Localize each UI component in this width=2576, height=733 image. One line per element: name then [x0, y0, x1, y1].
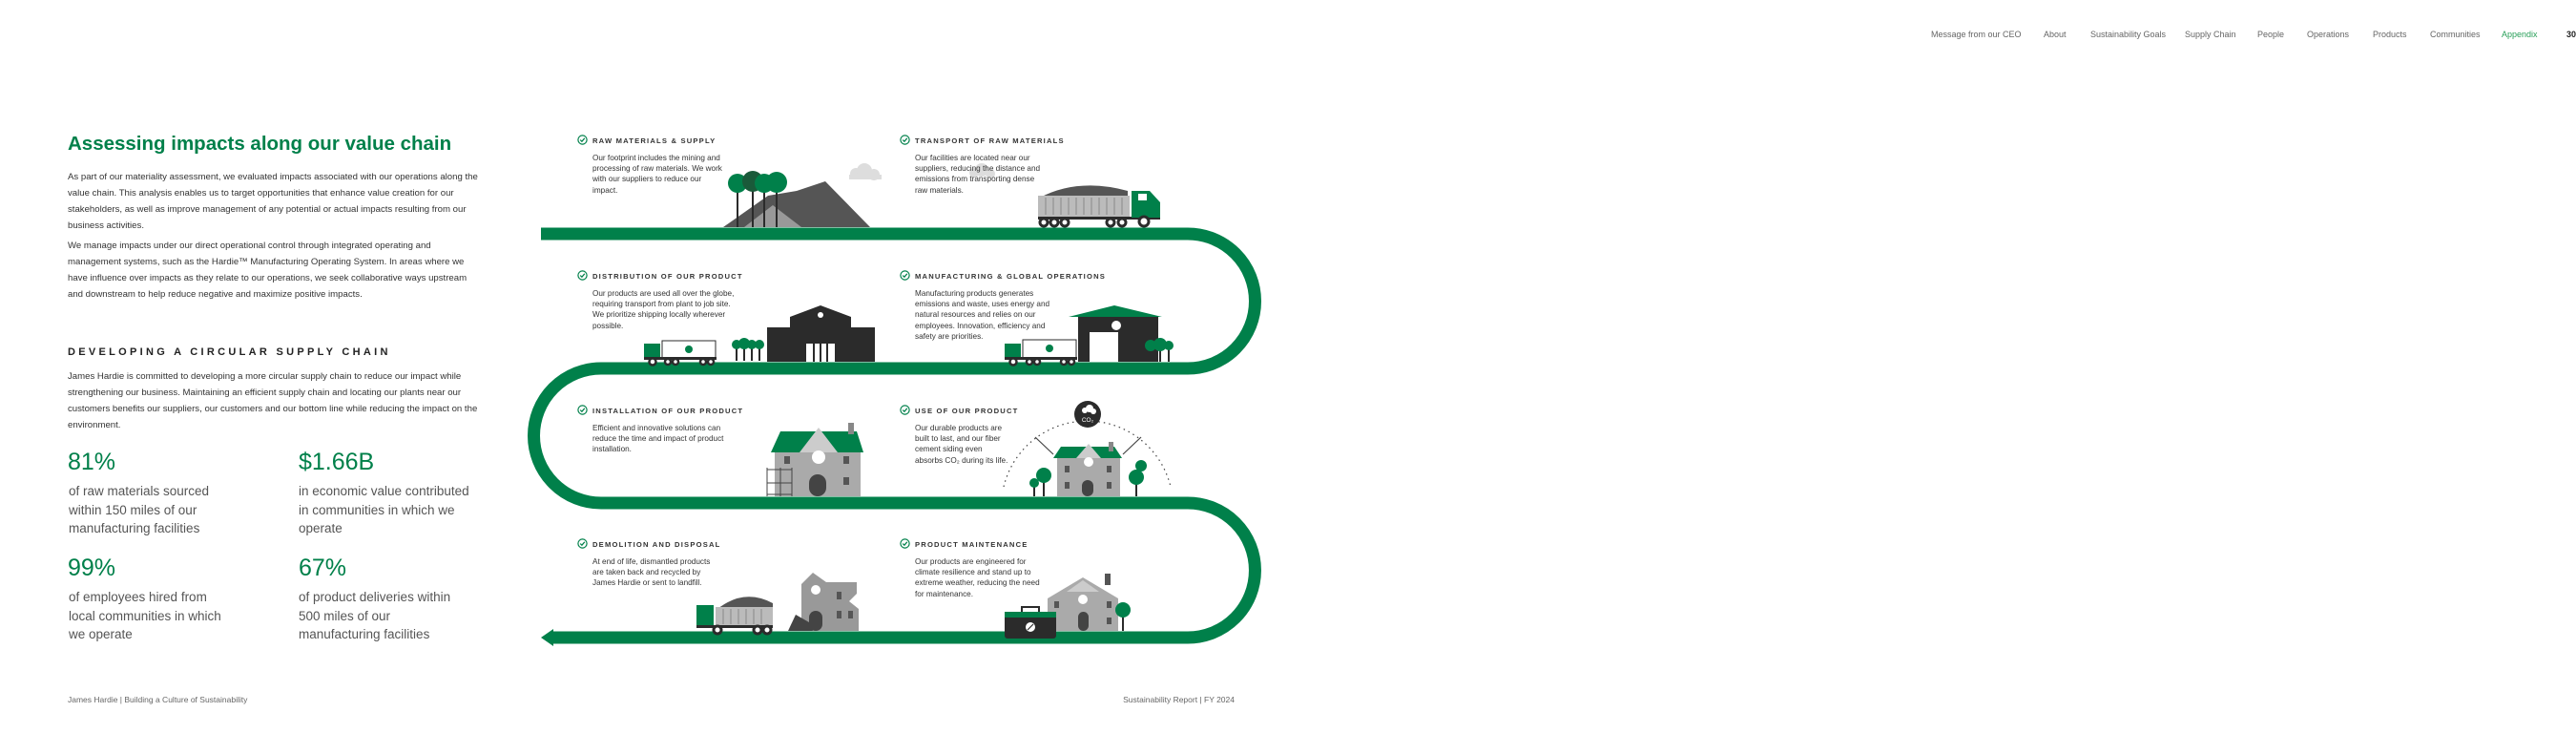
nav-item-products[interactable]: Products [2373, 30, 2407, 39]
stat-value-raw-materials: 81% [68, 449, 116, 475]
nav-item-people[interactable]: People [2257, 30, 2285, 39]
check-circle-icon [900, 135, 910, 145]
stage-desc-distribution: Our products are used all over the globe, requiring transport from plant to job site. We prioritize shipping locally wherever possible. [592, 289, 735, 330]
stage-title-text: DISTRIBUTION OF OUR PRODUCT [592, 272, 743, 281]
stage-desc-installation: Efficient and innovative solutions can reduce the time and impact of product installation. [592, 424, 724, 454]
stage-title-text: DEMOLITION AND DISPOSAL [592, 540, 721, 549]
nav-item-operations[interactable]: Operations [2307, 30, 2350, 39]
stage-title-text: USE OF OUR PRODUCT [915, 407, 1019, 415]
stat-value-deliveries: 67% [299, 555, 347, 581]
page-title: Assessing impacts along our value chain [68, 133, 452, 155]
truck-icon [1005, 340, 1077, 366]
footer-right: Sustainability Report | FY 2024 [1123, 695, 1235, 704]
stat-label-deliveries: of product deliveries within 500 miles of our manufacturing facilities [299, 590, 451, 641]
stat-value-economic: $1.66B [299, 449, 375, 475]
nav-item-supply-chain[interactable]: Supply Chain [2185, 30, 2236, 39]
stage-desc-maintenance: Our products are engineered for climate resilience and stand up to extreme weather, reducing the need for maintenance. [915, 557, 1040, 598]
check-circle-icon [900, 405, 910, 415]
check-circle-icon [900, 270, 910, 281]
nav-item-appendix[interactable]: Appendix [2502, 30, 2538, 39]
stage-title-use [915, 407, 1019, 415]
tree-icon [732, 338, 764, 361]
footer-left: James Hardie | Building a Culture of Sustainability [68, 695, 248, 704]
arrow-head-icon [541, 629, 553, 646]
section-paragraph: James Hardie is committed to developing a more circular supply chain to reduce our impact while strengthening our business. Maintaining an efficient supply chain and locating our plants near our customers benefits our suppliers, our customers and our bottom line while reducing the impact on the environment. [68, 371, 478, 430]
check-circle-icon [577, 135, 588, 145]
stage-desc-use: Our durable products are built to last, and our fiber cement siding even absorbs CO₂ during its life. [915, 424, 1008, 465]
page-number: 30 [2566, 30, 2576, 39]
stage-title-text: RAW MATERIALS & SUPPLY [592, 136, 717, 145]
truck-icon [696, 597, 773, 634]
check-circle-icon [577, 405, 588, 415]
stage-desc-demolition: At end of life, dismantled products are taken back and recycled by James Hardie or sent to landfill. [592, 557, 711, 588]
warehouse-icon [767, 305, 875, 362]
stat-value-employees: 99% [68, 555, 116, 581]
stage-title-distribution [592, 272, 743, 281]
truck-icon [1038, 185, 1160, 226]
stage-title-manufacturing [915, 272, 1106, 281]
stage-title-demolition [592, 540, 720, 549]
stat-label-employees: of employees hired from local communities in which we operate [69, 590, 221, 641]
nav-item-about[interactable]: About [2044, 30, 2067, 39]
intro-paragraph-1: As part of our materiality assessment, we evaluated impacts associated with our operations along the value chain. This analysis enables us to target opportunities that enhance value creation for our stakeholders, as well as improve management of any potential or actual impacts resulting from our business activities. [68, 172, 478, 231]
check-circle-icon [577, 538, 588, 549]
nav-item-communities[interactable]: Communities [2430, 30, 2481, 39]
factory-icon [1069, 305, 1162, 362]
stat-label-raw-materials: of raw materials sourced within 150 miles of our manufacturing facilities [69, 484, 210, 535]
stage-title-maintenance [915, 540, 1028, 549]
house-icon [1053, 442, 1122, 496]
nav-item-sustainability-goals[interactable]: Sustainability Goals [2090, 30, 2167, 39]
stage-title-text: TRANSPORT OF RAW MATERIALS [915, 136, 1065, 145]
stage-desc-raw-materials: Our footprint includes the mining and processing of raw materials. We work with our suppliers to reduce our impact. [592, 154, 722, 195]
stage-title-raw-materials [592, 136, 716, 145]
check-circle-icon [900, 538, 910, 549]
ruined-house-icon [788, 573, 859, 631]
nav-item-ceo[interactable]: Message from our CEO [1931, 30, 2022, 39]
section-heading: DEVELOPING A CIRCULAR SUPPLY CHAIN [68, 346, 391, 358]
stage-title-text: MANUFACTURING & GLOBAL OPERATIONS [915, 272, 1107, 281]
intro-paragraph-2: We manage impacts under our direct operational control through integrated operating and management systems, such as the Hardie™ Manufacturing Operating System. In areas where we have influence over impacts as they relate to our operations, we seek collaborative ways upstream and downstream to help reduce negative and maximize positive impacts. [68, 241, 467, 300]
stage-desc-transport: Our facilities are located near our suppliers, reducing the distance and emissions from transporting dense raw materials. [915, 154, 1041, 195]
stage-desc-manufacturing: Manufacturing products generates emissions and waste, uses energy and natural resources and relies on our employees. Innovation, efficiency and safety are priorities. [915, 289, 1050, 341]
stage-title-installation [592, 407, 743, 415]
house-icon [1048, 574, 1118, 631]
truck-icon [644, 341, 717, 366]
co2-label: CO₂ [1081, 417, 1094, 424]
stage-title-text: PRODUCT MAINTENANCE [915, 540, 1028, 549]
stage-title-text: INSTALLATION OF OUR PRODUCT [592, 407, 744, 415]
house-under-construction-icon [767, 423, 863, 496]
cloud-icon [849, 163, 882, 180]
stat-label-economic: in economic value contributed in communities in which we operate [299, 484, 469, 535]
stage-title-transport [915, 136, 1065, 145]
check-circle-icon [577, 270, 588, 281]
